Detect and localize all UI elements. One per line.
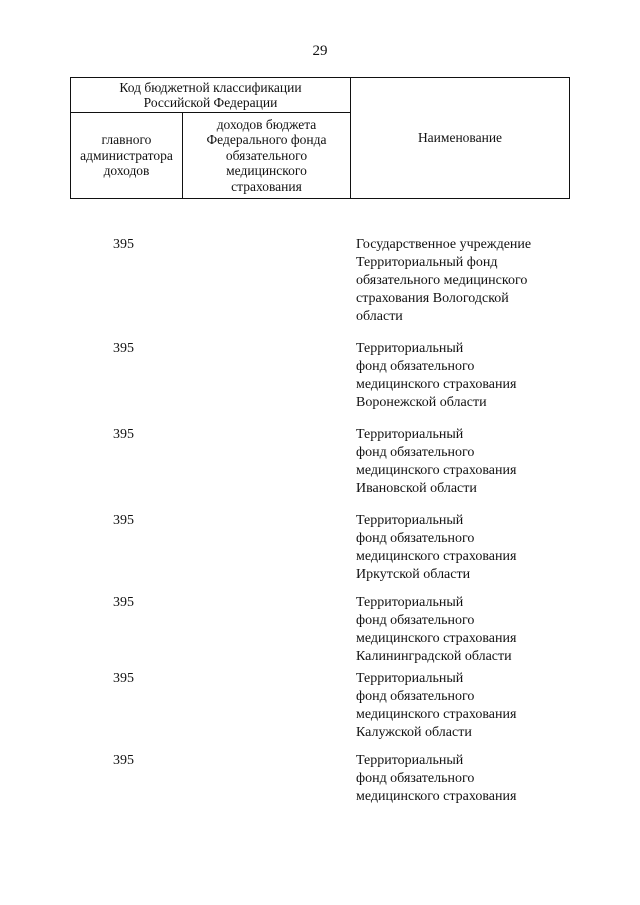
page-number: 29: [312, 43, 328, 59]
header-group-title: Код бюджетной классификации Российской Федерации: [119, 79, 302, 110]
entry-name: Территориальный фонд обязательного медицинского страхования Калужской области: [356, 671, 517, 740]
entry-name: Территориальный фонд обязательного медицинского страхования Ивановской области: [356, 427, 517, 496]
entry-name: Государственное учреждение Территориальный фонд обязательного медицинского страхования Вологодской области: [356, 237, 532, 324]
header-col-admin: главного администратора доходов: [80, 132, 173, 179]
entry-name: Территориальный фонд обязательного медицинского страхования Иркутской области: [356, 513, 517, 582]
admin-code: 395: [113, 513, 134, 528]
classification-header-table: [70, 77, 570, 199]
admin-code: 395: [113, 237, 134, 252]
entry-name: Территориальный фонд обязательного медицинского страхования: [356, 753, 517, 804]
entry-name: Территориальный фонд обязательного медицинского страхования Калининградской области: [356, 595, 517, 664]
table-border-bottom: [70, 198, 570, 199]
admin-code: 395: [113, 341, 134, 356]
admin-code: 395: [113, 595, 134, 610]
admin-code: 395: [113, 671, 134, 686]
header-col-name: Наименование: [417, 130, 503, 146]
header-col-income: доходов бюджета Федерального фонда обязательного медицинского страхования: [206, 116, 327, 194]
entry-name: Территориальный фонд обязательного медицинского страхования Воронежской области: [356, 341, 517, 410]
table-border-right: [569, 77, 570, 199]
admin-code: 395: [113, 427, 134, 442]
admin-code: 395: [113, 753, 134, 768]
